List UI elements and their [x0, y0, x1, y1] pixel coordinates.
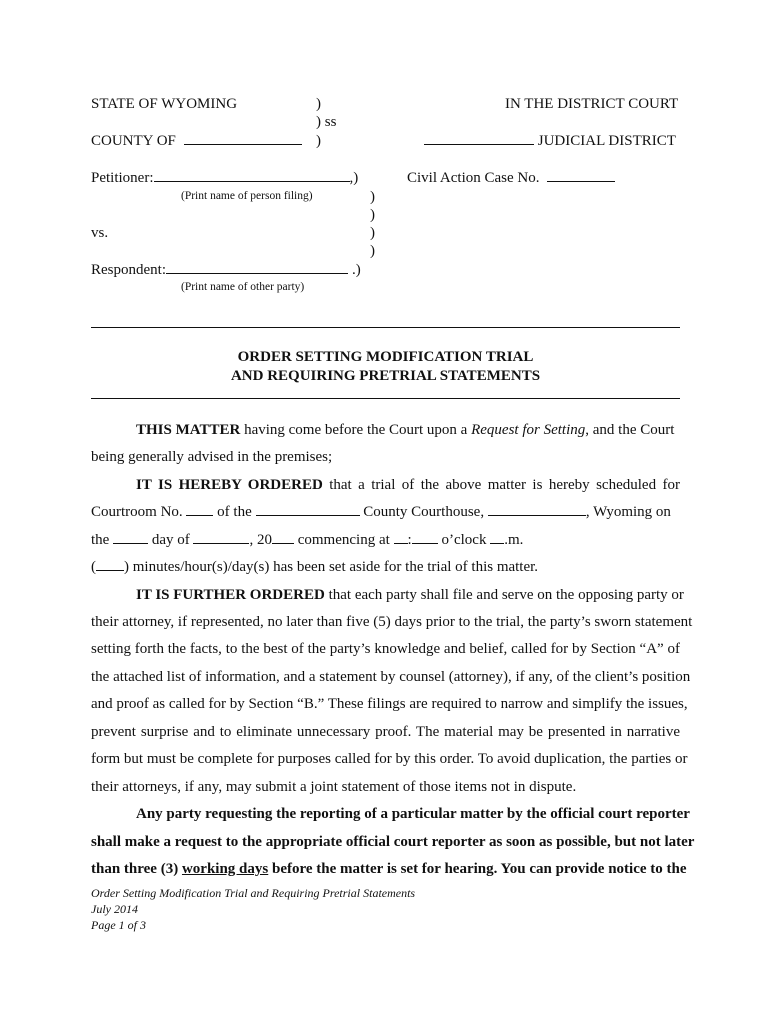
- case-label: Civil Action Case No.: [407, 170, 540, 186]
- footer-date: July 2014: [91, 902, 138, 916]
- hereby-ordered-lead: IT IS HEREBY ORDERED: [136, 477, 323, 493]
- of-the-text: of the: [213, 504, 256, 520]
- footer-form-title: Order Setting Modification Trial and Requiring Pretrial Statements: [91, 886, 416, 900]
- respondent-hint: (Print name of other party): [181, 281, 305, 293]
- caption-paren: ): [316, 96, 321, 112]
- time-colon: :: [407, 532, 412, 548]
- respondent-blank[interactable]: [166, 261, 348, 274]
- oclock-text: o’clock: [437, 532, 491, 548]
- caption-paren: ): [370, 243, 375, 259]
- caption-paren: ): [370, 189, 375, 205]
- county-courthouse-text: County Courthouse,: [359, 504, 488, 520]
- working-days-emphasis: working days: [181, 861, 269, 877]
- case-number-line: [407, 169, 615, 187]
- county-blank[interactable]: [184, 132, 302, 145]
- year-prefix: , 20: [249, 532, 272, 548]
- wyoming-text: , Wyoming on: [585, 504, 671, 520]
- district-label: JUDICIAL DISTRICT: [537, 133, 676, 149]
- further-ordered-lead: IT IS FURTHER ORDERED: [136, 587, 325, 603]
- paragraph-further-line7: form but must be complete for purposes called for by this order. To avoid duplication, the parties or: [91, 751, 688, 767]
- minute-blank[interactable]: [412, 531, 438, 544]
- city-blank[interactable]: [488, 503, 586, 516]
- paragraph-ordered-line4: [91, 558, 680, 576]
- respondent-label: Respondent:: [91, 262, 166, 278]
- matter-text: having come before the Court upon a: [240, 422, 472, 438]
- caption-paren: ): [370, 225, 375, 241]
- respondent-close: .): [352, 262, 361, 278]
- case-number-blank[interactable]: [547, 169, 615, 182]
- paragraph-further-line3: setting forth the facts, to the best of the party’s knowledge and belief, called for by Section “A” of: [91, 641, 680, 657]
- m-suffix: .m.: [504, 532, 524, 548]
- county-label: COUNTY OF: [91, 133, 176, 149]
- respondent-line: [91, 261, 361, 279]
- paragraph-further-line5: and proof as called for by Section “B.” These filings are required to narrow and simplify the issues,: [91, 696, 688, 712]
- district-line: [424, 132, 676, 150]
- duration-open: (: [91, 559, 96, 575]
- paragraph-further-line8: their attorneys, if any, may submit a joint statement of those items not in dispute.: [91, 779, 577, 795]
- district-number-blank[interactable]: [424, 132, 534, 145]
- day-of-text: day of: [148, 532, 194, 548]
- duration-text: ) minutes/hour(s)/day(s) has been set aside for the trial of this matter.: [124, 559, 539, 575]
- the-text: the: [91, 532, 114, 548]
- petitioner-line: [91, 169, 358, 187]
- petitioner-close: ,): [349, 170, 359, 186]
- matter-text: , and the Court: [585, 422, 675, 438]
- paragraph-further-line1: [91, 586, 684, 604]
- duration-blank[interactable]: [96, 558, 124, 571]
- paragraph-further-line4: the attached list of information, and a statement by counsel (attorney), if any, of the client’s position: [91, 669, 691, 685]
- order-title-line1: ORDER SETTING MODIFICATION TRIAL: [237, 349, 534, 365]
- day-blank[interactable]: [113, 531, 148, 544]
- order-title-line2: AND REQUIRING PRETRIAL STATEMENTS: [230, 368, 541, 384]
- paragraph-matter-line2: being generally advised in the premises;: [91, 449, 333, 465]
- paragraph-ordered-line3: [91, 531, 680, 549]
- ss-marker: ) ss: [316, 114, 337, 130]
- ordered-text: that a trial of the above matter is hereby scheduled for: [322, 477, 680, 493]
- courtroom-label: Courtroom No.: [91, 504, 187, 520]
- further-text: that each party shall file and serve on the opposing party or: [324, 587, 684, 603]
- petitioner-label: Petitioner:: [91, 170, 154, 186]
- paragraph-ordered-line1: [91, 476, 680, 494]
- reporter-text: than three (3): [91, 861, 182, 877]
- title-rule-top: [91, 327, 680, 328]
- commencing-text: commencing at: [293, 532, 394, 548]
- month-blank[interactable]: [193, 531, 249, 544]
- footer-page-number: Page 1 of 3: [91, 918, 146, 932]
- this-matter-lead: THIS MATTER: [136, 422, 241, 438]
- hour-blank[interactable]: [394, 531, 408, 544]
- paragraph-further-line6: prevent surprise and to eliminate unnecessary proof. The material may be presented in narrative: [91, 724, 680, 740]
- request-for-setting: Request for Setting: [471, 422, 586, 438]
- caption-paren: ): [316, 133, 321, 149]
- versus-label: vs.: [91, 225, 109, 241]
- caption-paren: ): [370, 207, 375, 223]
- reporter-text: before the matter is set for hearing. You can provide notice to the: [268, 861, 687, 877]
- year-blank[interactable]: [272, 531, 294, 544]
- paragraph-ordered-line2: [91, 503, 680, 521]
- county-courthouse-blank[interactable]: [256, 503, 360, 516]
- am-pm-blank[interactable]: [490, 531, 504, 544]
- courtroom-number-blank[interactable]: [186, 503, 213, 516]
- reporter-text: Any party requesting the reporting of a particular matter by the official court reporter: [136, 806, 690, 822]
- paragraph-reporter-line1: [91, 805, 690, 823]
- petitioner-blank[interactable]: [154, 169, 350, 182]
- title-rule-bottom: [91, 398, 680, 399]
- petitioner-hint: (Print name of person filing): [181, 190, 313, 202]
- paragraph-reporter-line3: [91, 860, 687, 878]
- state-label: STATE OF WYOMING: [91, 96, 238, 112]
- county-line: [91, 132, 302, 150]
- court-name: IN THE DISTRICT COURT: [505, 96, 679, 112]
- paragraph-reporter-line2: shall make a request to the appropriate official court reporter as soon as possible, but not later: [91, 834, 695, 850]
- paragraph-matter-line1: [91, 421, 680, 439]
- paragraph-further-line2: their attorney, if represented, no later than five (5) days prior to the trial, the party’s sworn statement: [91, 614, 693, 630]
